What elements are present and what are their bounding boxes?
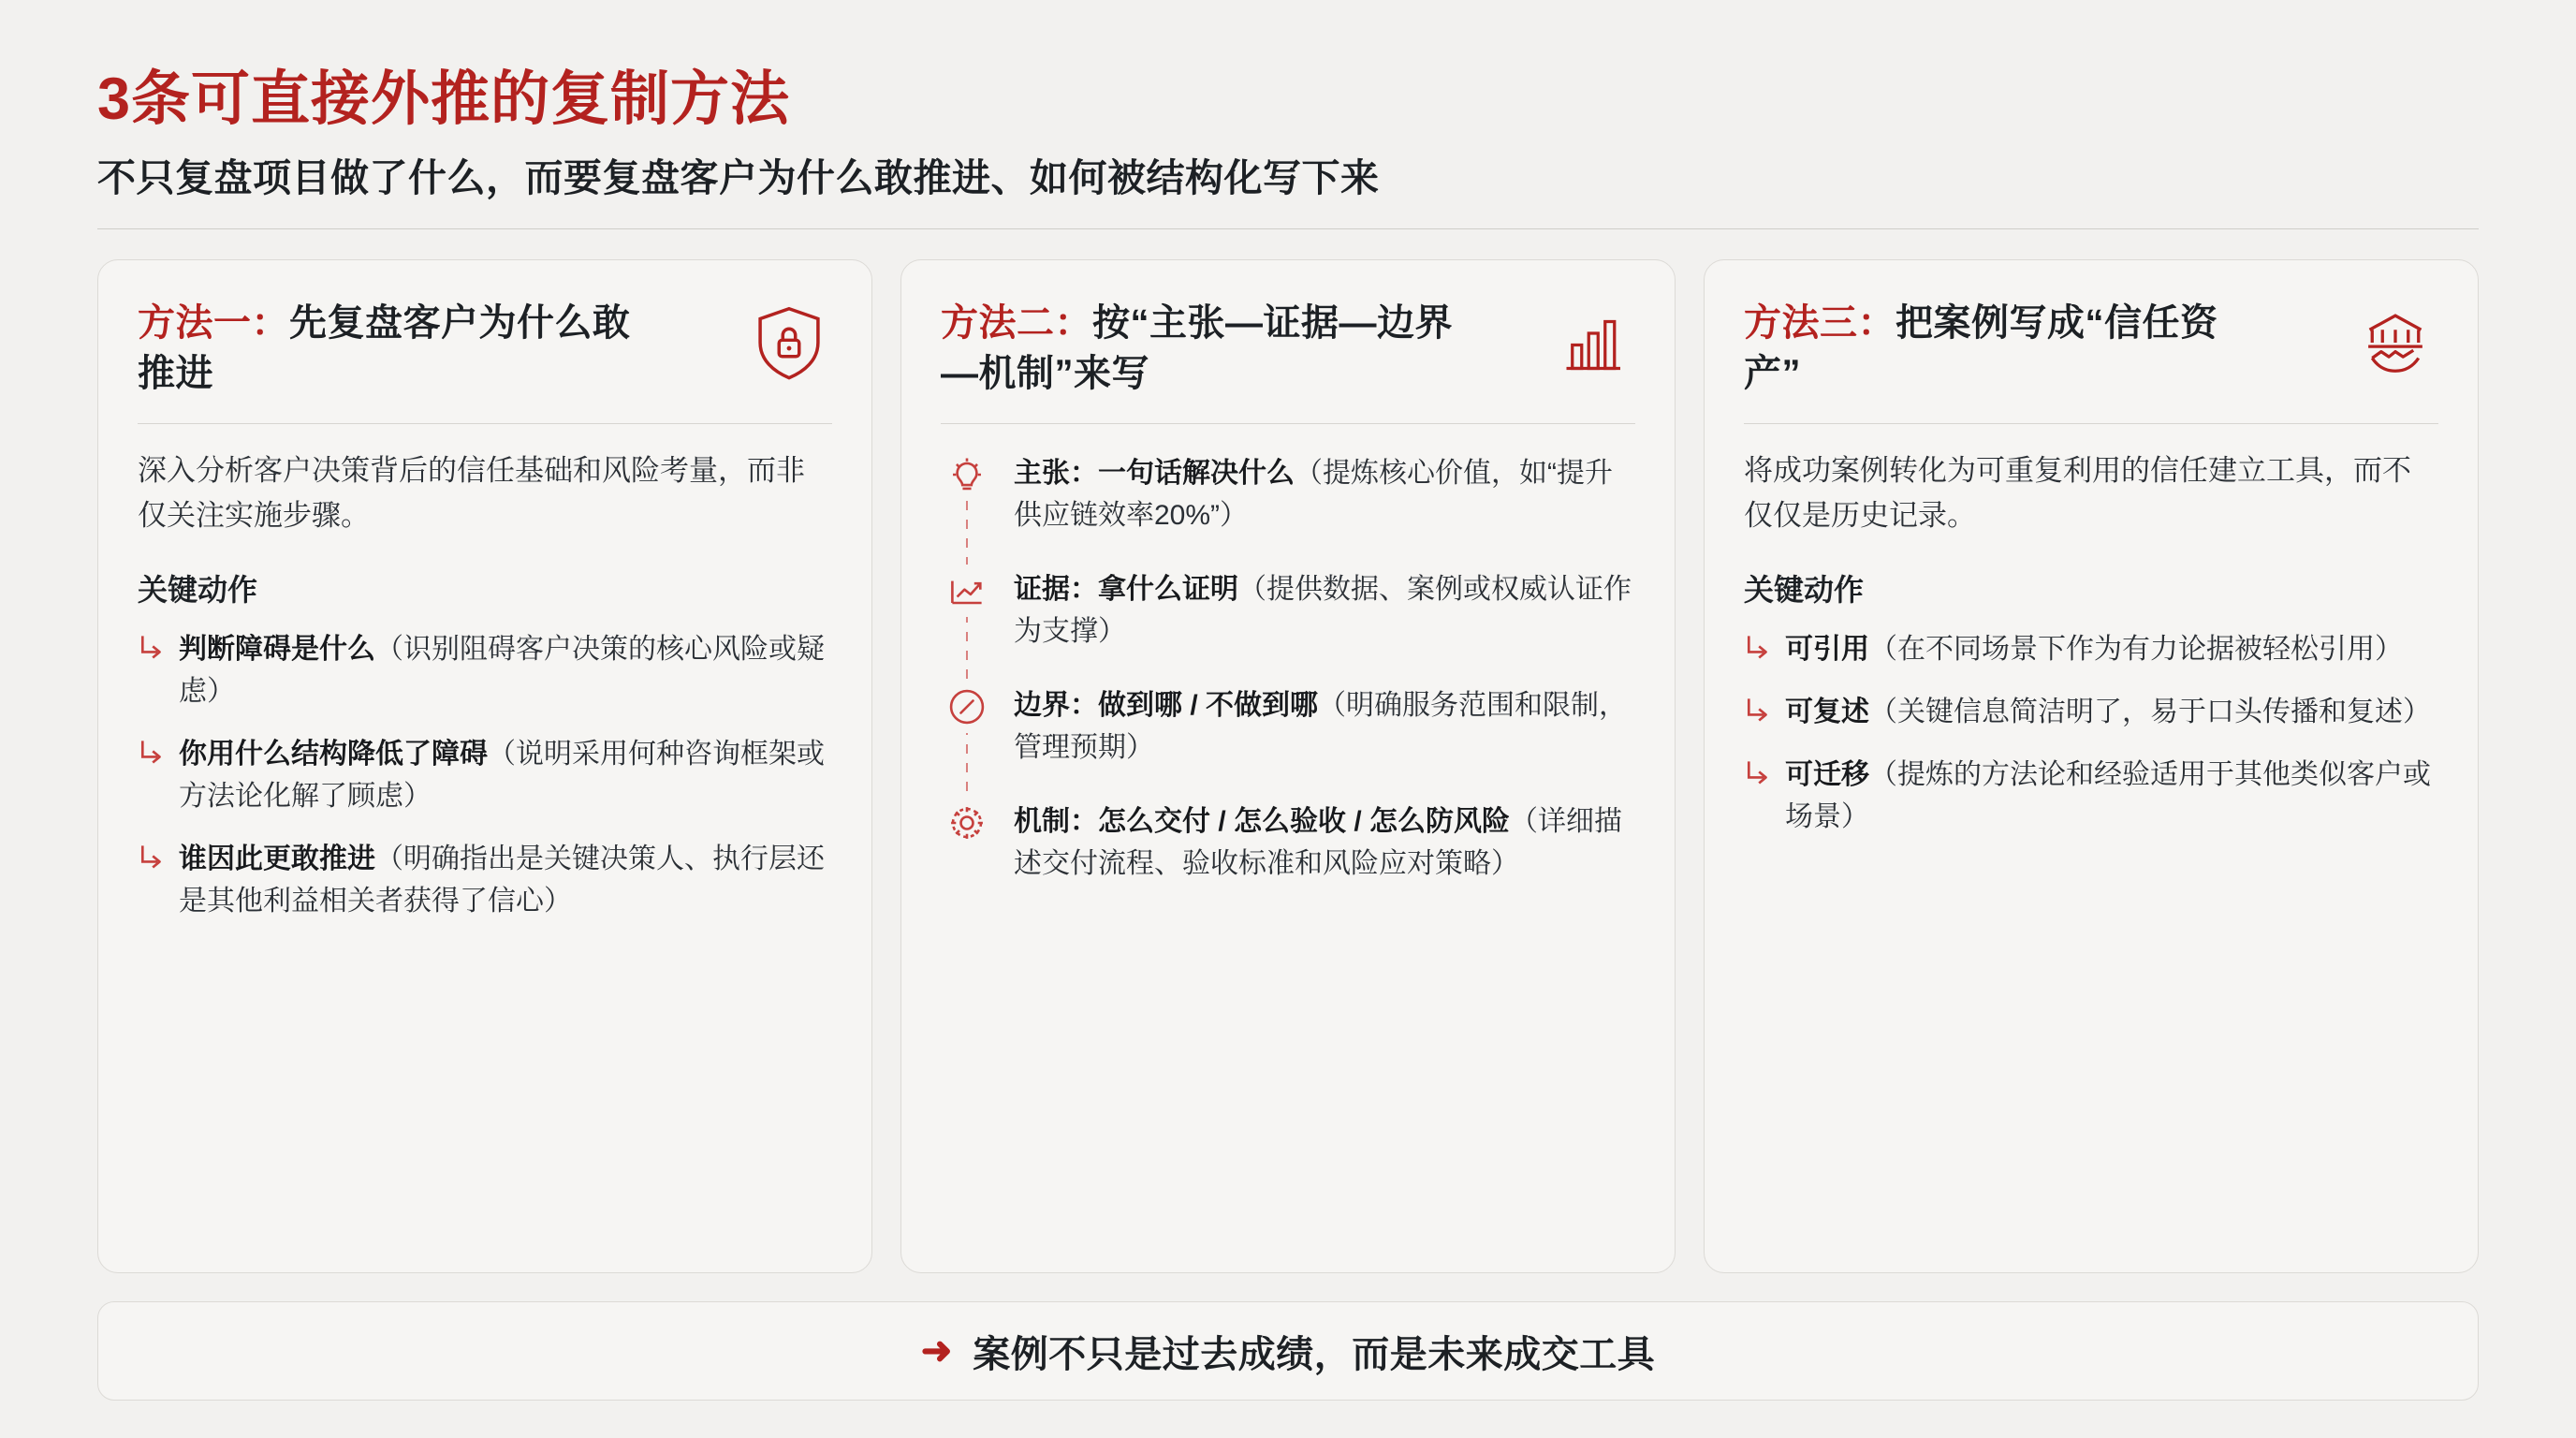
- card-divider-2: [941, 423, 1635, 424]
- item-rest-1-2: （说明采用何种咨询框架或方法论化解了顾虑）: [179, 738, 825, 812]
- card-action-list-1: [138, 628, 832, 922]
- card-title-1: [138, 298, 662, 399]
- trend-up-icon: [941, 565, 993, 617]
- arrow-bullet-icon: [138, 844, 166, 875]
- arrow-bullet-icon: [138, 634, 166, 666]
- step-rest-2-4: （详细描述交付流程、验收标准和风险应对策略）: [1014, 805, 1623, 879]
- card-title-rest-3: 把案例写成“信任资产”: [1744, 301, 2218, 394]
- list-item: [138, 838, 832, 922]
- card-title-rest-2: 按“主张—证据—边界—机制”来写: [941, 301, 1453, 394]
- item-rest-3-1: （在不同场景下作为有力论据被轻松引用）: [1869, 633, 2403, 665]
- step-bold-2-2: 证据：拿什么证明: [1014, 573, 1238, 605]
- gear-icon: [941, 797, 993, 849]
- item-rest-3-2: （关键信息简洁明了，易于口头传播和复述）: [1869, 696, 2431, 727]
- method-card-2: [900, 259, 1676, 1273]
- list-item: [1744, 754, 2438, 838]
- card-title-prefix-1: 方法一：: [138, 301, 289, 344]
- card-title-3: [1744, 298, 2268, 399]
- list-item: [1744, 628, 2438, 670]
- item-rest-1-1: （识别阻碍客户决策的核心风险或疑虑）: [179, 633, 825, 707]
- card-title-prefix-2: 方法二：: [941, 301, 1092, 344]
- arrow-bullet-icon: [1744, 759, 1772, 791]
- step-bold-2-1: 主张：一句话解决什么: [1014, 457, 1295, 489]
- item-bold-1-1: 判断障碍是什么: [179, 633, 375, 665]
- card-step-list-2: [941, 448, 1635, 885]
- card-description-1: 深入分析客户决策背后的信任基础和风险考量，而非仅关注实施步骤。: [138, 453, 805, 532]
- item-bold-1-3: 谁因此更敢推进: [179, 843, 375, 874]
- list-item: [1744, 691, 2438, 733]
- item-bold-3-3: 可迁移: [1785, 758, 1869, 790]
- card-key-label-1: 关键动作: [138, 572, 258, 607]
- card-header-2: [941, 298, 1635, 399]
- card-title-2: [941, 298, 1465, 399]
- arrow-right-icon: ➜: [920, 1330, 953, 1372]
- arrow-bullet-icon: [1744, 634, 1772, 666]
- list-item: [138, 733, 832, 817]
- method-card-1: [97, 259, 872, 1273]
- arrow-bullet-icon: [1744, 697, 1772, 728]
- card-description-3: 将成功案例转化为可重复利用的信任建立工具，而不仅仅是历史记录。: [1744, 453, 2411, 532]
- list-item: [138, 628, 832, 712]
- arrow-bullet-icon: [138, 739, 166, 770]
- list-item: [941, 681, 1635, 769]
- card-divider-1: [138, 423, 832, 424]
- page-subtitle: 不只复盘项目做了什么，而要复盘客户为什么敢推进、如何被结构化写下来: [97, 156, 1380, 200]
- bar-chart-icon: [1549, 300, 1635, 386]
- card-title-rest-1: 先复盘客户为什么敢推进: [138, 301, 631, 394]
- header-divider: [97, 228, 2479, 229]
- card-header-3: [1744, 298, 2438, 399]
- item-bold-3-2: 可复述: [1785, 696, 1869, 727]
- method-cards: [97, 259, 2479, 1273]
- step-bold-2-3: 边界：做到哪 / 不做到哪: [1014, 689, 1319, 721]
- list-item: [941, 448, 1635, 536]
- item-bold-1-2: 你用什么结构降低了障碍: [179, 738, 488, 770]
- step-rest-2-1: （提炼核心价值，如“提升供应链效率20%”）: [1014, 457, 1613, 531]
- handshake-bank-icon: [2352, 300, 2438, 386]
- item-rest-1-3: （明确指出是关键决策人、执行层还是其他利益相关者获得了信心）: [179, 843, 825, 917]
- compass-icon: [941, 681, 993, 733]
- step-connector: [966, 501, 968, 842]
- page-title: 3条可直接外推的复制方法: [97, 66, 791, 132]
- method-card-3: [1704, 259, 2479, 1273]
- card-action-list-3: [1744, 628, 2438, 838]
- lightbulb-icon: [941, 448, 993, 501]
- step-bold-2-4: 机制：怎么交付 / 怎么验收 / 怎么防风险: [1014, 805, 1511, 837]
- footer-text: 案例不只是过去成绩，而是未来成交工具: [973, 1333, 1656, 1375]
- header: [97, 66, 2479, 229]
- step-rest-2-2: （提供数据、案例或权威认证作为支撑）: [1014, 573, 1632, 647]
- step-rest-2-3: （明确服务范围和限制，管理预期）: [1014, 689, 1628, 763]
- card-key-label-3: 关键动作: [1744, 572, 1865, 607]
- card-header-1: [138, 298, 832, 399]
- item-rest-3-3: （提炼的方法论和经验适用于其他类似客户或场景）: [1785, 758, 2431, 832]
- card-divider-3: [1744, 423, 2438, 424]
- card-title-prefix-3: 方法三：: [1744, 301, 1895, 344]
- item-bold-3-1: 可引用: [1785, 633, 1869, 665]
- footer-banner: [97, 1301, 2479, 1401]
- list-item: [941, 565, 1635, 653]
- list-item: [941, 797, 1635, 885]
- shield-lock-icon: [746, 300, 832, 386]
